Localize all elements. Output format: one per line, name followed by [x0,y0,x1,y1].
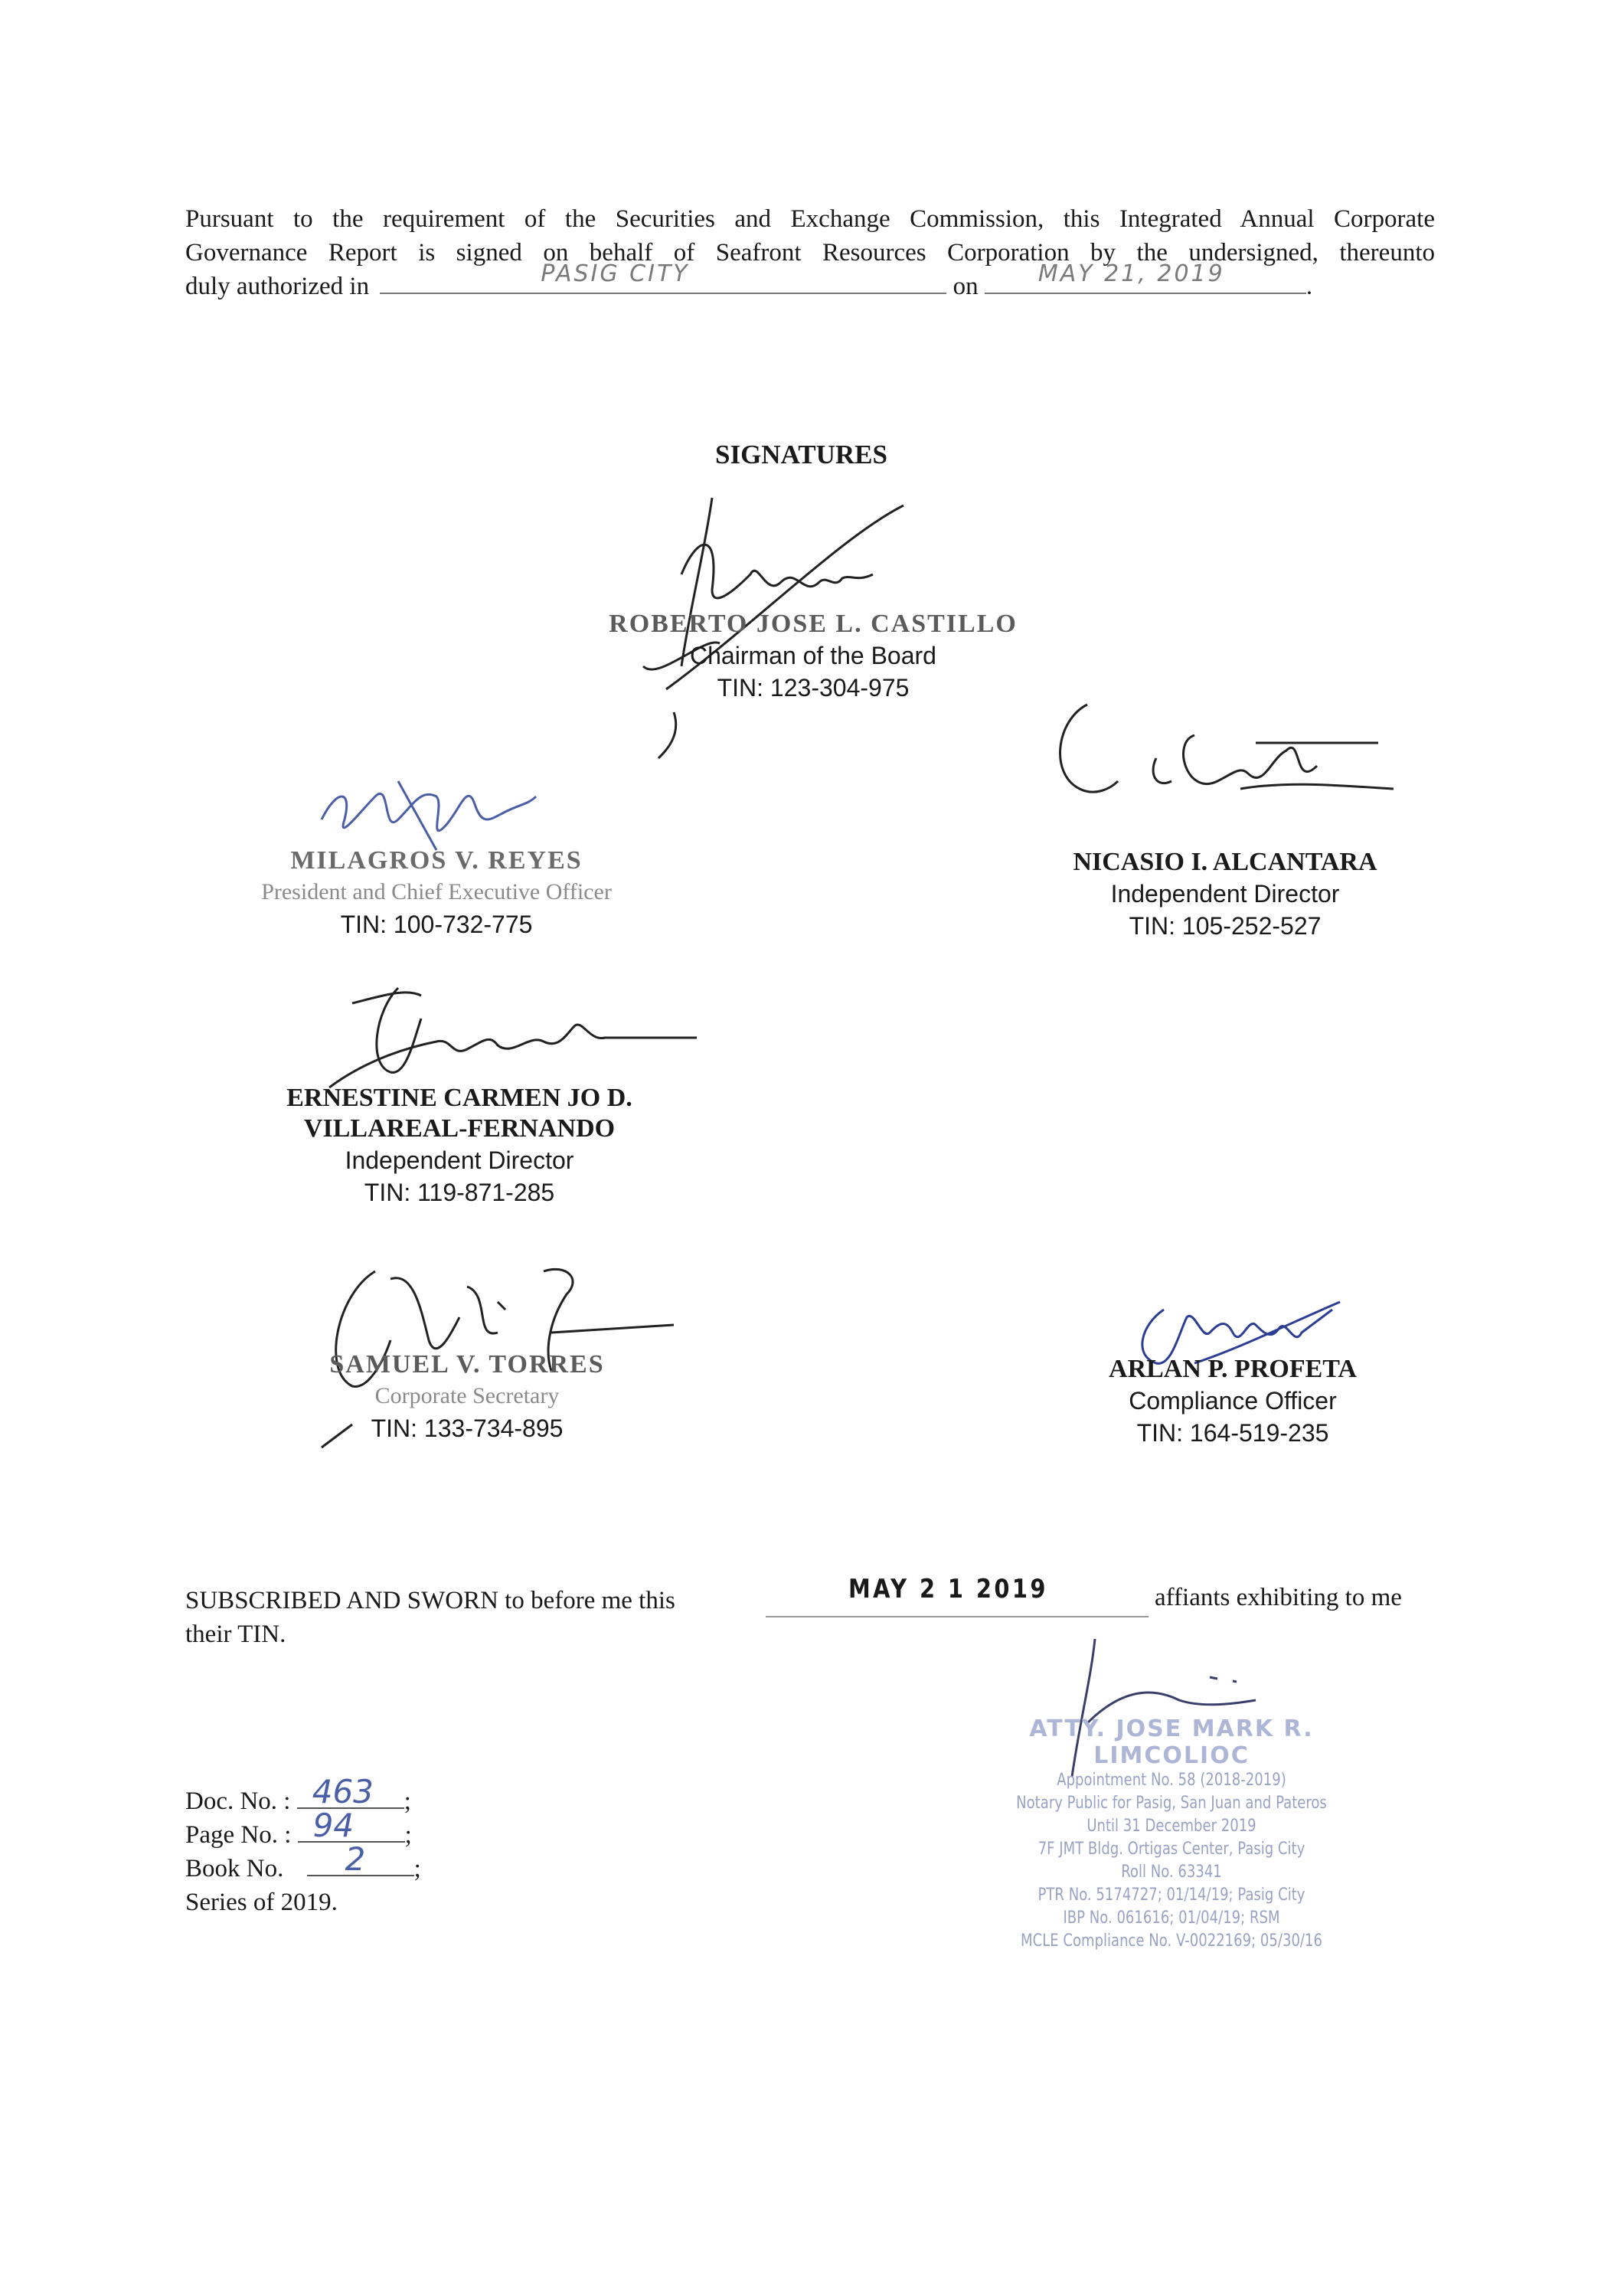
signatory-name-line-2: VILLAREAL-FERNANDO [303,1114,616,1143]
date-blank [985,260,1306,294]
jurat-prefix: SUBSCRIBED AND SWORN to before me this [185,1587,675,1614]
signatures-heading: SIGNATURES [715,440,887,469]
book-no-blank [307,1840,414,1878]
signatory-tin: TIN: 133-734-895 [371,1415,564,1442]
signatory-role: President and Chief Executive Officer [261,879,612,904]
signatory-castillo [599,609,1028,704]
signatory-name-line-1: ERNESTINE CARMEN JO D. [286,1084,632,1112]
authorized-in-label: duly authorized in [185,273,370,300]
signatory-name: NICASIO I. ALCANTARA [1073,848,1377,876]
signatory-role: Compliance Officer [1129,1387,1337,1415]
notary-line: MCLE Compliance No. V-0022169; 05/30/16 [1021,1931,1322,1951]
doc-no-value: 463 [312,1773,374,1810]
signatory-tin: TIN: 164-519-235 [1136,1419,1329,1447]
doc-no-blank [297,1773,404,1810]
notary-stamp [980,1715,1363,1953]
book-no-row: Book No. 2 ; [185,1840,421,1882]
doc-no-row: Doc. No. : 463 ; [185,1773,411,1815]
signatory-reyes [207,845,666,940]
page-no-label: Page No. : [185,1821,292,1849]
signatory-tin: TIN: 105-252-527 [1129,912,1322,940]
page-no-blank [298,1807,405,1844]
notary-line: Appointment No. 58 (2018-2019) [1057,1771,1286,1790]
place-blank [380,260,946,294]
jurat-date-line [766,1616,1149,1617]
signatory-role: Independent Director [345,1146,574,1174]
notary-name: ATTY. JOSE MARK R. LIMCOLIOC [1029,1715,1314,1769]
signatory-tin: TIN: 123-304-975 [717,674,910,702]
signatory-tin: TIN: 100-732-775 [340,911,533,938]
jurat-text [185,1584,675,1651]
signatory-role: Corporate Secretary [374,1383,560,1408]
signatory-tin: TIN: 119-871-285 [364,1179,555,1206]
jurat-line-2: their TIN. [185,1621,286,1648]
notary-line: Until 31 December 2019 [1086,1817,1256,1836]
signatory-villareal-fernando [245,1083,674,1209]
notary-line: Roll No. 63341 [1121,1863,1222,1882]
signatory-role: Independent Director [1110,880,1340,908]
notary-line: Notary Public for Pasig, San Juan and Pateros [1016,1794,1327,1813]
signatory-name: MILAGROS V. REYES [290,846,583,875]
notary-line: IBP No. 061616; 01/04/19; RSM [1063,1908,1280,1928]
intro-line-2: Governance Report is signed on behalf of Seafront Resources Corporation by the undersigned, thereunto [185,239,1435,267]
notary-line: PTR No. 5174727; 01/14/19; Pasig City [1037,1886,1305,1905]
book-no-value: 2 [345,1840,366,1878]
period: . [1305,273,1313,300]
signatory-alcantara [1011,847,1439,942]
page-no-value: 94 [312,1807,355,1844]
jurat-suffix: affiants exhibiting to me [1155,1584,1402,1611]
signature-alcantara [1041,689,1409,842]
signatory-profeta [1057,1354,1409,1449]
jurat-date-stamp: MAY 2 1 2019 [848,1574,1048,1604]
intro-paragraph [185,202,1435,303]
signatory-name: ARLAN P. PROFETA [1109,1355,1357,1383]
intro-line-3 [185,260,1435,303]
signatory-name: ROBERTO JOSE L. CASTILLO [609,610,1018,638]
on-label: on [953,273,979,300]
intro-line-1: Pursuant to the requirement of the Securities and Exchange Commission, this Integrated Annual Corporate [185,205,1435,233]
book-no-label: Book No. [185,1855,284,1882]
signatory-torres [253,1349,681,1444]
series-label: Series of 2019. [185,1889,338,1916]
place-handwritten: PASIG CITY [541,260,690,287]
signatory-role: Chairman of the Board [690,642,936,669]
notary-line: 7F JMT Bldg. Ortigas Center, Pasig City [1037,1840,1305,1859]
date-handwritten: MAY 21, 2019 [1037,260,1225,287]
signatory-name: SAMUEL V. TORRES [329,1350,605,1379]
page-no-row: Page No. : 94 ; [185,1807,412,1849]
doc-no-label: Doc. No. : [185,1787,291,1815]
